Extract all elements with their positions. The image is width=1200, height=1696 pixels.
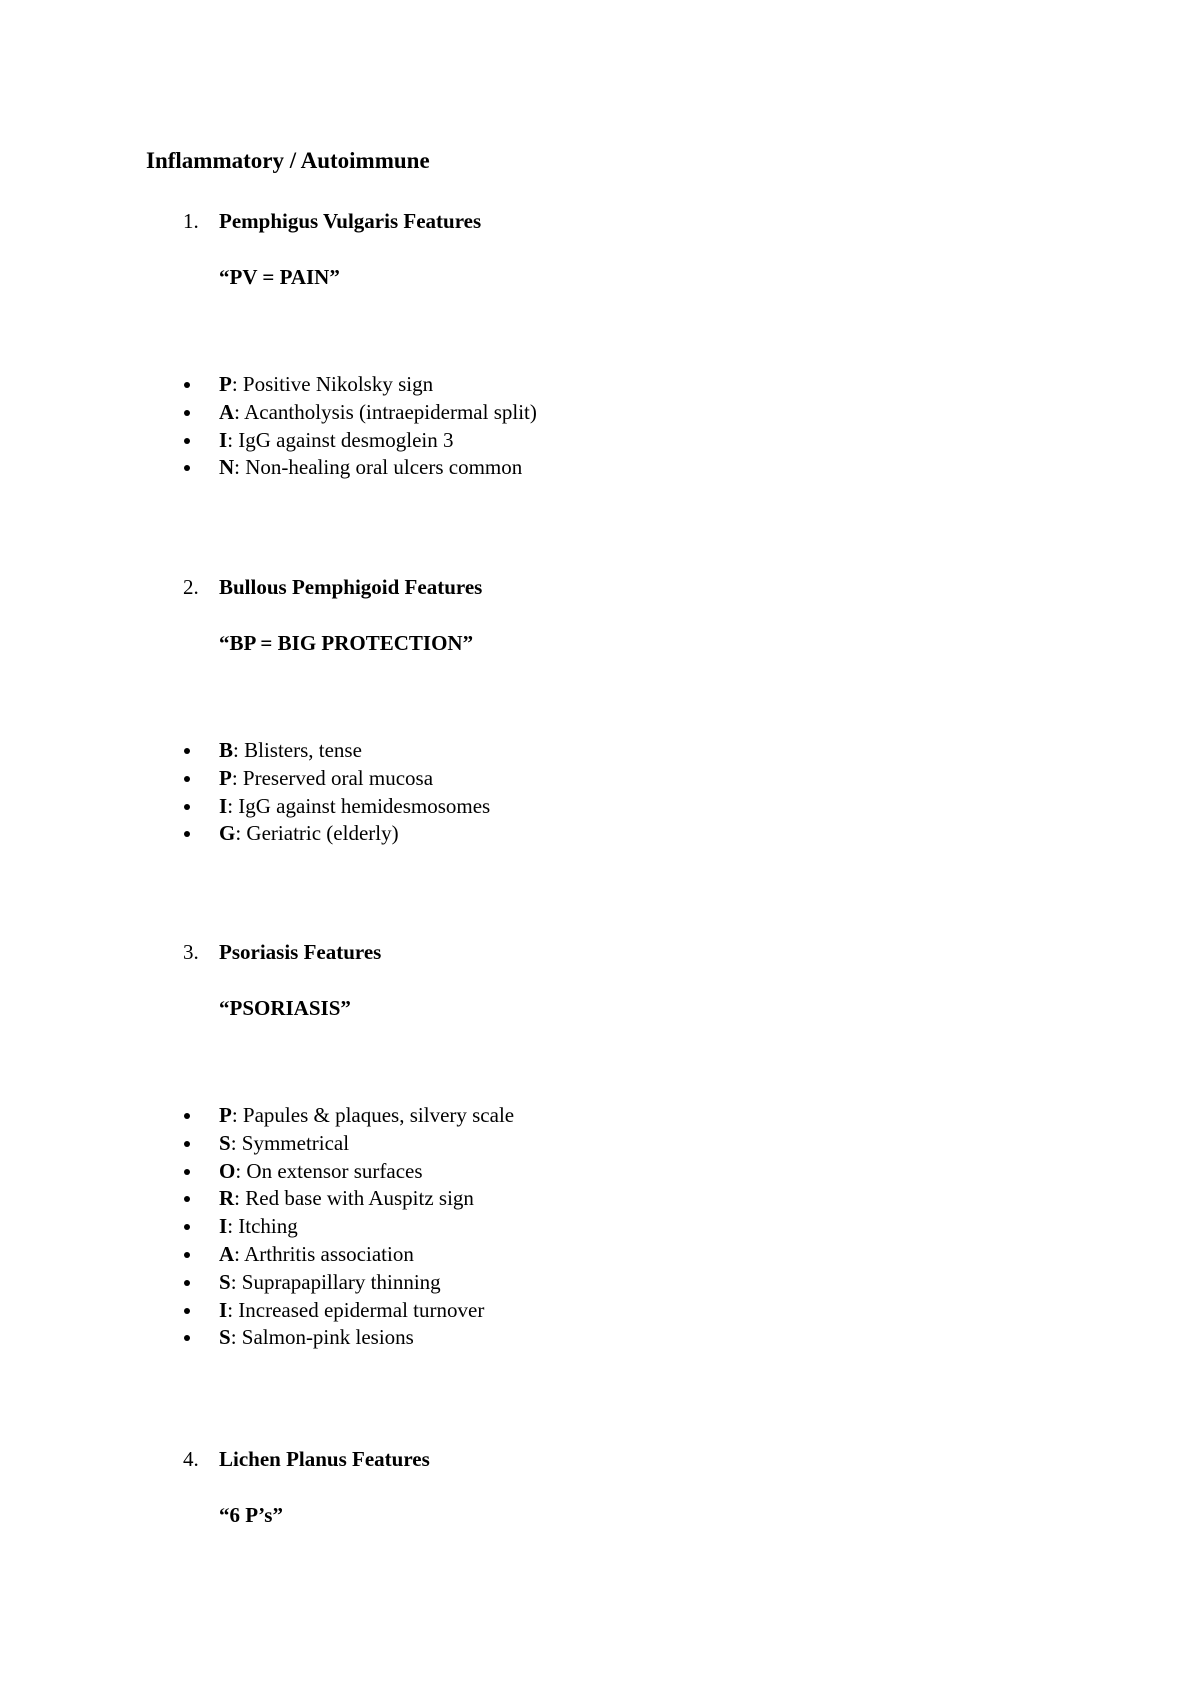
section-title: Pemphigus Vulgaris Features xyxy=(219,209,482,233)
bullet-letter: G xyxy=(219,821,236,846)
bullet-text: : Geriatric (elderly) xyxy=(235,821,399,846)
section-number: 3. xyxy=(183,940,199,964)
bullet-letter: S xyxy=(219,1130,231,1155)
bullet-text: : Symmetrical xyxy=(230,1130,350,1155)
bullet-icon xyxy=(184,748,190,754)
bullet-icon xyxy=(184,1196,190,1202)
bullet-text: : Arthritis association xyxy=(234,1241,414,1266)
section-number: 1. xyxy=(183,209,199,233)
bullet-letter: R xyxy=(219,1186,235,1211)
bullet-text: : Increased epidermal turnover xyxy=(227,1297,485,1322)
bullet-text: : Blisters, tense xyxy=(233,738,362,762)
section-title: Psoriasis Features xyxy=(219,940,382,964)
section-mnemonic: “PSORIASIS” xyxy=(219,996,351,1020)
bullet-letter: I xyxy=(219,793,228,818)
bullet-letter: I xyxy=(219,1297,228,1322)
bullet-icon xyxy=(184,1113,190,1119)
bullet-icon xyxy=(184,831,190,837)
bullet-text: : On extensor surfaces xyxy=(235,1158,423,1183)
section-mnemonic: “6 P’s” xyxy=(219,1503,283,1527)
bullet-letter: A xyxy=(219,1241,235,1266)
bullet-text: : IgG against hemidesmosomes xyxy=(227,793,491,818)
bullet-text: : Papules & plaques, silvery scale xyxy=(231,1103,515,1127)
bullet-letter: I xyxy=(219,427,228,452)
bullet-text: : Positive Nikolsky sign xyxy=(231,372,434,396)
bullet-icon xyxy=(184,382,190,388)
bullet-icon xyxy=(184,804,190,810)
bullet-icon xyxy=(184,1224,190,1230)
page-title: Inflammatory / Autoimmune xyxy=(146,148,430,173)
bullet-text: : Suprapapillary thinning xyxy=(230,1269,441,1294)
bullet-text: : Acantholysis (intraepidermal split) xyxy=(234,399,537,424)
bullet-icon xyxy=(184,776,190,782)
bullet-icon xyxy=(184,1141,190,1147)
bullet-letter: P xyxy=(219,765,232,790)
bullet-icon xyxy=(184,1169,190,1175)
bullet-icon xyxy=(184,438,190,444)
bullet-letter: N xyxy=(219,455,235,480)
bullet-text: : Non-healing oral ulcers common xyxy=(234,455,523,480)
bullet-icon xyxy=(184,1335,190,1341)
bullet-icon xyxy=(184,465,190,471)
bullet-letter: P xyxy=(219,372,232,396)
bullet-text: : Red base with Auspitz sign xyxy=(234,1186,474,1211)
bullet-letter: I xyxy=(219,1214,228,1239)
bullet-text: : Salmon-pink lesions xyxy=(230,1325,414,1350)
section-title: Bullous Pemphigoid Features xyxy=(219,575,483,599)
bullet-letter: A xyxy=(219,399,235,424)
bullet-letter: S xyxy=(219,1269,231,1294)
section-mnemonic: “PV = PAIN” xyxy=(219,265,340,289)
bullet-letter: O xyxy=(219,1158,236,1183)
bullet-icon xyxy=(184,1280,190,1286)
section-title: Lichen Planus Features xyxy=(219,1447,430,1471)
bullet-icon xyxy=(184,410,190,416)
bullet-letter: B xyxy=(219,738,234,762)
bullet-icon xyxy=(184,1308,190,1314)
bullet-letter: S xyxy=(219,1325,231,1350)
bullet-icon xyxy=(184,1252,190,1258)
bullet-text: : IgG against desmoglein 3 xyxy=(227,427,454,452)
bullet-letter: P xyxy=(219,1103,232,1127)
bullet-text: : Itching xyxy=(227,1214,298,1239)
bullet-text: : Preserved oral mucosa xyxy=(231,765,434,790)
section-number: 2. xyxy=(183,575,199,599)
section-number: 4. xyxy=(183,1447,199,1471)
section-mnemonic: “BP = BIG PROTECTION” xyxy=(219,631,474,655)
